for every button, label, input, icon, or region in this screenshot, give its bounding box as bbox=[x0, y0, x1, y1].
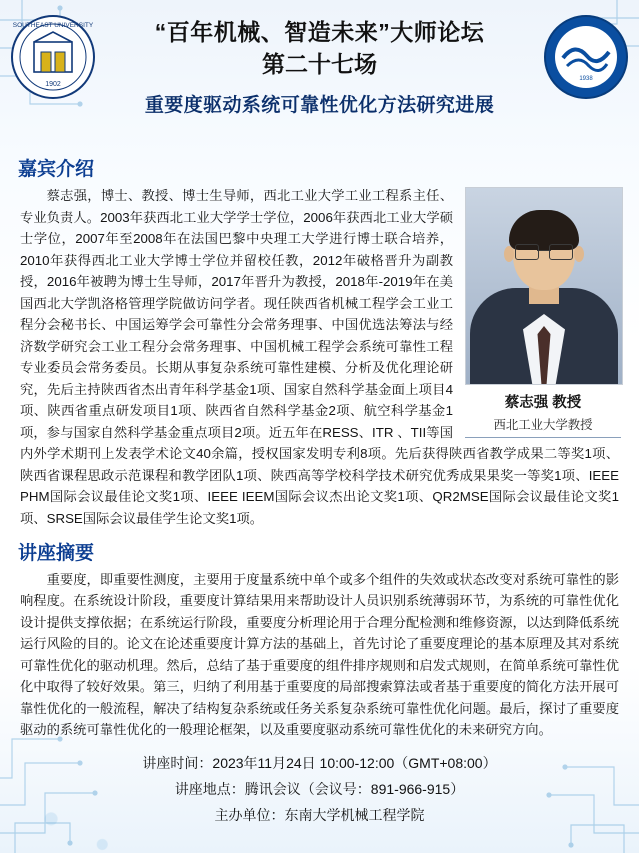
poster-footer bbox=[0, 751, 639, 837]
abstract-body: 重要度，即重要性测度，主要用于度量系统中单个或多个组件的失效或状态改变对系统可靠性的影响程度。在系统设计阶段，重要度计算结果用来帮助设计人员识别系统薄弱环节，为系统的可靠性优化设计提供支撑依据；在系统运行阶段，重要度分析理论用于合理分配检测和维修资源，以达到降低系统运行风险的目的。论文在论述重要度计算方法的基础上，首先讨论了重要度理论的基本原理及其对系统可靠性优化的驱动机理。然后，总结了基于重要度的组件排序规则和启发式规则，在简单系统可靠性优化中取得了较好效果。第三，归纳了利用基于重要度的局部搜索算法或者基于重要度的简化方法开展可靠性优化的一般流程，解决了结构复杂系统或任务关系复杂系统可靠性优化问题。最后，探讨了重要度驱动的系统可靠性优化的一般理论框架，以及重要度驱动系统可靠性优化的未来研究方向。 bbox=[20, 571, 619, 738]
svg-text:1902: 1902 bbox=[45, 81, 61, 88]
nwpu-mechanical-engineering-logo bbox=[543, 14, 629, 100]
poster-header bbox=[0, 0, 639, 146]
svg-text:SOUTHEAST UNIVERSITY: SOUTHEAST UNIVERSITY bbox=[12, 22, 94, 29]
forum-title-line-1: “百年机械、智造未来”大师论坛 bbox=[154, 19, 485, 45]
speaker-portrait bbox=[465, 187, 623, 385]
abstract-section-heading: 讲座摘要 bbox=[18, 542, 95, 564]
svg-text:1938: 1938 bbox=[579, 76, 593, 82]
guest-biography: 蔡志强，博士、教授、博士生导师，西北工业大学工业工程系主任、专业负责人。2003年获西北工业大学学士学位，2006年获西北工业大学硕士学位，2007年至2008年在法国巴黎中央理工大学进行博士联合培养，2010年获得西北工业大学博士学位并留校任教，2012年破格晋升为副教授，2016年被聘为博士生导师，2017年晋升为教授，2018年-2019年在美国西北大学凯洛格管理学院做访问学者。现任陕西省机械工程学会工业工程分会秘书长、中国运筹学会可靠性分会常务理事、中国优选法筹法与经济数学研究会工业工程分会常务理事、中国机械工程学会系统可靠性工程专业委员会常务委员。长期从事复杂系统可靠性建模、分析及优化理论研究，先后主持陕西省杰出青年科学基金1项、国家自然科学基金面上项目4项、陕西省重点研发项目1项、陕西省自然科学基金2项、航空科学基金1项，参与国家自然科学基金重点项目2项。近五年在RESS、ITR 、TII等国内外学术期刊上发表学术论文40余篇，授权国家发明专利8项。先后获得陕西省教学成果二等奖1项、陕西省课程思政示范课程和教学团队1项、陕西高等学校科学技术研究优秀成果果奖一等奖1项、IEEE PHM国际会议最佳论文奖1项、IEEE IEEM国际会议杰出论文奖1项、QR2MSE国际会议最佳论文奖1项、SRSE国际会议最佳学生论文奖1项。 bbox=[20, 188, 619, 526]
abstract-section bbox=[0, 569, 639, 741]
speaker-photo-block bbox=[465, 187, 621, 438]
speaker-name: 蔡志强 教授 bbox=[504, 395, 582, 411]
lecture-subtitle: 重要度驱动系统可靠性优化方法研究进展 bbox=[144, 95, 495, 117]
lecture-host: 主办单位：东南大学机械工程学院 bbox=[214, 806, 425, 823]
guest-section bbox=[0, 185, 639, 530]
forum-title-line-2: 第二十七场 bbox=[262, 51, 377, 78]
speaker-affiliation: 西北工业大学教授 bbox=[465, 415, 621, 438]
lecture-time: 讲座时间：2023年11月24日 10:00-12:00（GMT+08:00） bbox=[142, 754, 497, 771]
lecture-place: 讲座地点：腾讯会议（会议号：891-966-915） bbox=[174, 780, 465, 797]
southeast-university-logo bbox=[10, 14, 96, 100]
guest-section-heading: 嘉宾介绍 bbox=[18, 159, 95, 180]
